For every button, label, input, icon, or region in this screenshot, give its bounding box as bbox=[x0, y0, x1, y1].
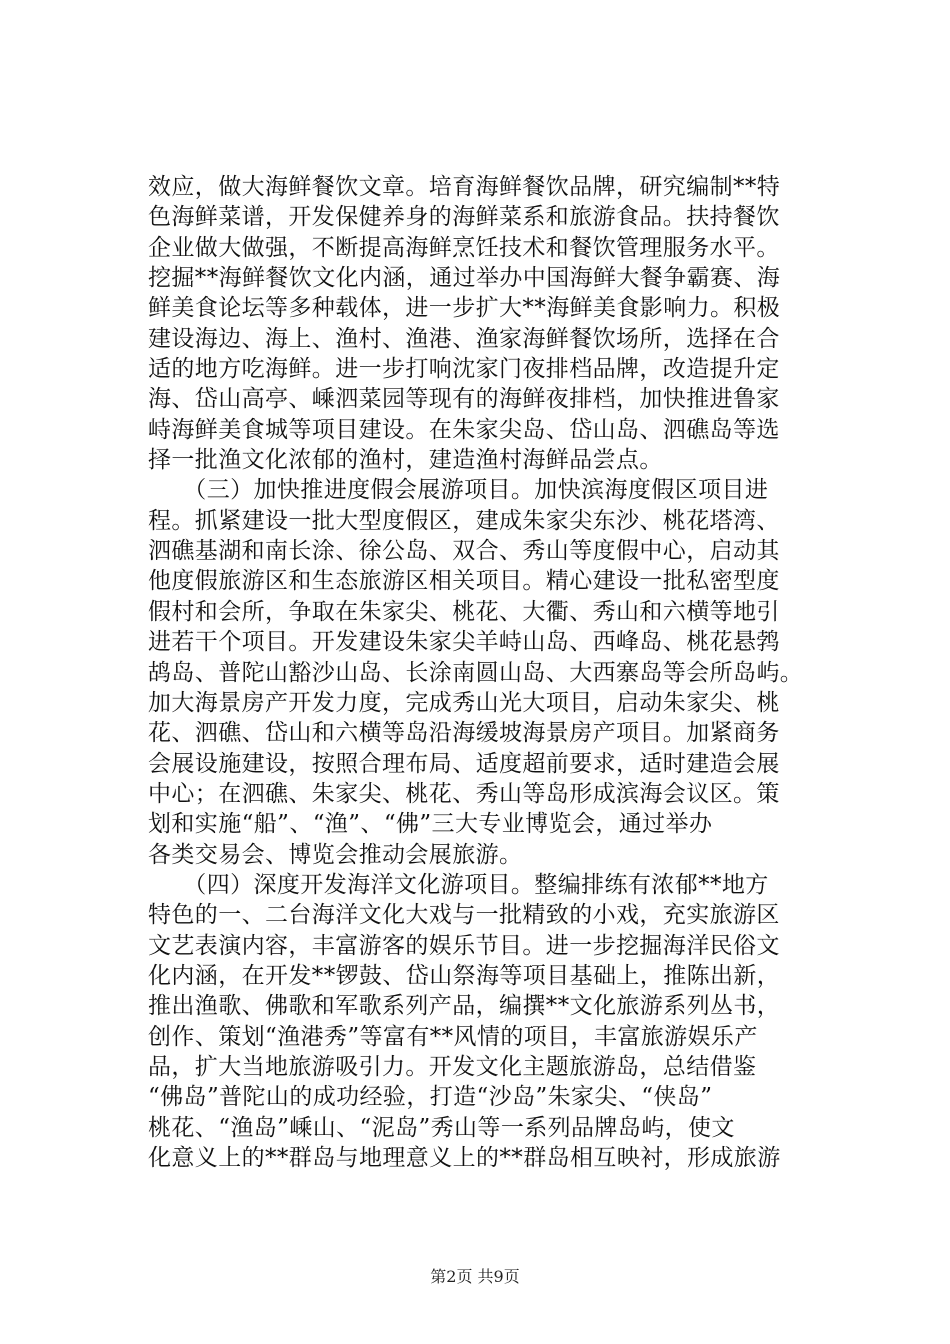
page-footer: 第2页 共9页 bbox=[430, 1267, 520, 1286]
text-line: 桃花、“渔岛”嵊山、“泥岛”秀山等一系列品牌岛屿，使文 bbox=[148, 1114, 735, 1141]
text-line: 峙海鲜美食城等项目建设。在朱家尖岛、岱山岛、泗礁岛等选 bbox=[148, 416, 780, 443]
text-line: 假村和会所，争取在朱家尖、桃花、大衢、秀山和六横等地引 bbox=[148, 598, 780, 625]
text-line: 海、岱山高亭、嵊泗菜园等现有的海鲜夜排档，加快推进鲁家 bbox=[148, 386, 780, 413]
text-line: 适的地方吃海鲜。进一步打响沈家门夜排档品牌，改造提升定 bbox=[148, 356, 780, 383]
text-line: 进若干个项目。开发建设朱家尖羊峙山岛、西峰岛、桃花悬鹁 bbox=[148, 629, 780, 656]
document-body bbox=[148, 172, 848, 1173]
text-line: 文艺表演内容，丰富游客的娱乐节目。进一步挖掘海洋民俗文 bbox=[148, 932, 780, 959]
text-line: 企业做大做强，不断提高海鲜烹饪技术和餐饮管理服务水平。 bbox=[148, 234, 780, 261]
text-line: 划和实施“船”、“渔”、“佛”三大专业博览会，通过举办 bbox=[148, 811, 713, 838]
text-line: 各类交易会、博览会推动会展旅游。 bbox=[148, 841, 523, 868]
text-line: 泗礁基湖和南长涂、徐公岛、双合、秀山等度假中心，启动其 bbox=[148, 538, 780, 565]
text-line: 花、泗礁、岱山和六横等岛沿海缓坡海景房产项目。加紧商务 bbox=[148, 720, 780, 747]
text-line: （四）深度开发海洋文化游项目。整编排练有浓郁**地方 bbox=[148, 871, 769, 898]
text-line: 择一批渔文化浓郁的渔村，建造渔村海鲜品尝点。 bbox=[148, 447, 663, 474]
text-line: （三）加快推进度假会展游项目。加快滨海度假区项目进 bbox=[148, 477, 769, 504]
text-line: 化意义上的**群岛与地理意义上的**群岛相互映衬，形成旅游 bbox=[148, 1145, 781, 1171]
text-line: 特色的一、二台海洋文化大戏与一批精致的小戏，充实旅游区 bbox=[148, 902, 780, 929]
text-line: 品，扩大当地旅游吸引力。开发文化主题旅游岛，总结借鉴 bbox=[148, 1053, 757, 1080]
text-line: 效应，做大海鲜餐饮文章。培育海鲜餐饮品牌，研究编制**特 bbox=[148, 174, 781, 200]
text-line: 鲜美食论坛等多种载体，进一步扩大**海鲜美食影响力。积极 bbox=[148, 295, 781, 322]
text-line: 化内涵，在开发**锣鼓、岱山祭海等项目基础上，推陈出新， bbox=[148, 962, 781, 989]
text-line: 鸪岛、普陀山豁沙山岛、长涂南圆山岛、大西寨岛等会所岛屿。 bbox=[148, 659, 804, 686]
text-line: 会展设施建设，按照合理布局、适度超前要求，适时建造会展 bbox=[148, 750, 780, 777]
text-line: 他度假旅游区和生态旅游区相关项目。精心建设一批私密型度 bbox=[148, 568, 780, 595]
text-line: 建设海边、海上、渔村、渔港、渔家海鲜餐饮场所，选择在合 bbox=[148, 325, 780, 352]
text-line: 挖掘**海鲜餐饮文化内涵，通过举办中国海鲜大餐争霸赛、海 bbox=[148, 265, 781, 292]
text-line: 中心；在泗礁、朱家尖、桃花、秀山等岛形成滨海会议区。策 bbox=[148, 780, 780, 807]
text-line: 加大海景房产开发力度，完成秀山光大项目，启动朱家尖、桃 bbox=[148, 689, 780, 716]
text-line: 程。抓紧建设一批大型度假区，建成朱家尖东沙、桃花塔湾、 bbox=[148, 507, 780, 534]
text-line: 色海鲜菜谱，开发保健养身的海鲜菜系和旅游食品。扶持餐饮 bbox=[148, 204, 780, 231]
text-line: 推出渔歌、佛歌和军歌系列产品，编撰**文化旅游系列丛书， bbox=[148, 993, 781, 1020]
text-line: 创作、策划“渔港秀”等富有**风情的项目，丰富旅游娱乐产 bbox=[148, 1023, 758, 1050]
text-line: “佛岛”普陀山的成功经验，打造“沙岛”朱家尖、“侠岛” bbox=[148, 1084, 713, 1111]
